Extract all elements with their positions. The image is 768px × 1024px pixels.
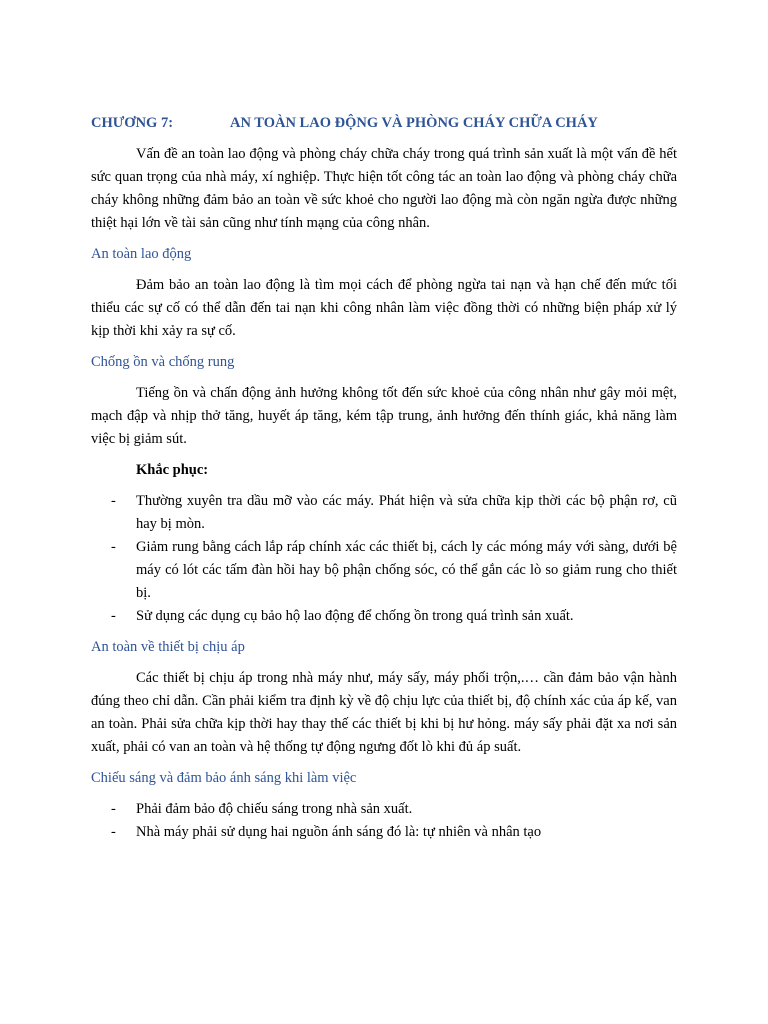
bullet-dash: - <box>111 608 116 624</box>
bullet-dash: - <box>111 824 116 840</box>
intro-paragraph: Vấn đề an toàn lao động và phòng cháy chữa cháy trong quá trình sản xuất là một vấn đề hết sức quan trọng của nhà máy, xí nghiệp. Thực hiện tốt công tác an toàn lao động và phòng cháy chữa cháy không những đảm bảo an toàn về sức khoẻ cho người lao động mà còn ngăn ngừa được những thiệt hại lớn về tài sản cũng như tính mạng của công nhân. <box>91 146 677 231</box>
section-paragraph: Đảm bảo an toàn lao động là tìm mọi cách để phòng ngừa tai nạn và hạn chế đến mức tối thiểu các sự cố có thể dẫn đến tai nạn khi công nhân làm việc đồng thời có những biện pháp xử lý kịp thời khi xảy ra sự cố. <box>91 277 677 339</box>
chapter-heading: AN TOÀN LAO ĐỘNG VÀ PHÒNG CHÁY CHỮA CHÁY <box>230 115 598 131</box>
list-item <box>91 798 677 821</box>
chapter-number: CHƯƠNG 7: <box>91 115 174 131</box>
section-heading-pressure-equipment: An toàn về thiết bị chịu áp <box>91 639 245 655</box>
list-item-text: Nhà máy phải sử dụng hai nguồn ánh sáng đó là: tự nhiên và nhân tạo <box>136 824 542 840</box>
list-item <box>91 821 677 844</box>
bullet-dash: - <box>111 801 116 817</box>
remedy-label: Khắc phục: <box>136 462 209 478</box>
section-paragraph: Tiếng ồn và chấn động ảnh hưởng không tốt đến sức khoẻ của công nhân như gây mỏi mệt, mạch đập và nhịp thở tăng, huyết áp tăng, kém tập trung, ảnh hưởng đến thính giác, khả năng làm việc bị giảm sút. <box>91 385 677 447</box>
lighting-list <box>91 798 677 844</box>
document-body <box>91 112 677 852</box>
list-item-text: Giảm rung bằng cách lắp ráp chính xác các thiết bị, cách ly các móng máy với sàng, dưới bệ máy có lót các tấm đàn hồi hay bộ phận chống sóc, có thể gắn các lò so giảm rung cho thiết bị. <box>136 539 677 601</box>
chapter-title <box>91 112 677 135</box>
list-item-text: Thường xuyên tra dầu mỡ vào các máy. Phát hiện và sửa chữa kịp thời các bộ phận rơ, cũ hay bị mòn. <box>136 493 677 532</box>
section-paragraph: Các thiết bị chịu áp trong nhà máy như, máy sấy, máy phối trộn,.… cần đảm bảo vận hành đúng theo chỉ dẫn. Cần phải kiểm tra định kỳ về độ chịu lực của thiết bị, độ chính xác của áp kế, van an toàn. Phải sửa chữa kịp thời hay thay thế các thiết bị khi bị hư hỏng. máy sấy phải đặt xa nơi sản xuất, phải có van an toàn và hệ thống tự động ngưng đốt lò khi đủ áp suất. <box>91 670 677 755</box>
bullet-dash: - <box>111 539 116 555</box>
section-heading-labor-safety: An toàn lao động <box>91 246 192 262</box>
section-heading-noise-vibration: Chống ồn và chống rung <box>91 354 235 370</box>
bullet-dash: - <box>111 493 116 509</box>
section-heading-lighting: Chiếu sáng và đảm bảo ánh sáng khi làm việc <box>91 770 357 786</box>
list-item <box>91 490 677 536</box>
list-item <box>91 536 677 605</box>
remedy-list <box>91 490 677 628</box>
list-item-text: Sử dụng các dụng cụ bảo hộ lao động để chống ồn trong quá trình sản xuất. <box>136 608 574 624</box>
list-item <box>91 605 677 628</box>
list-item-text: Phải đảm bảo độ chiếu sáng trong nhà sản xuất. <box>136 801 413 817</box>
